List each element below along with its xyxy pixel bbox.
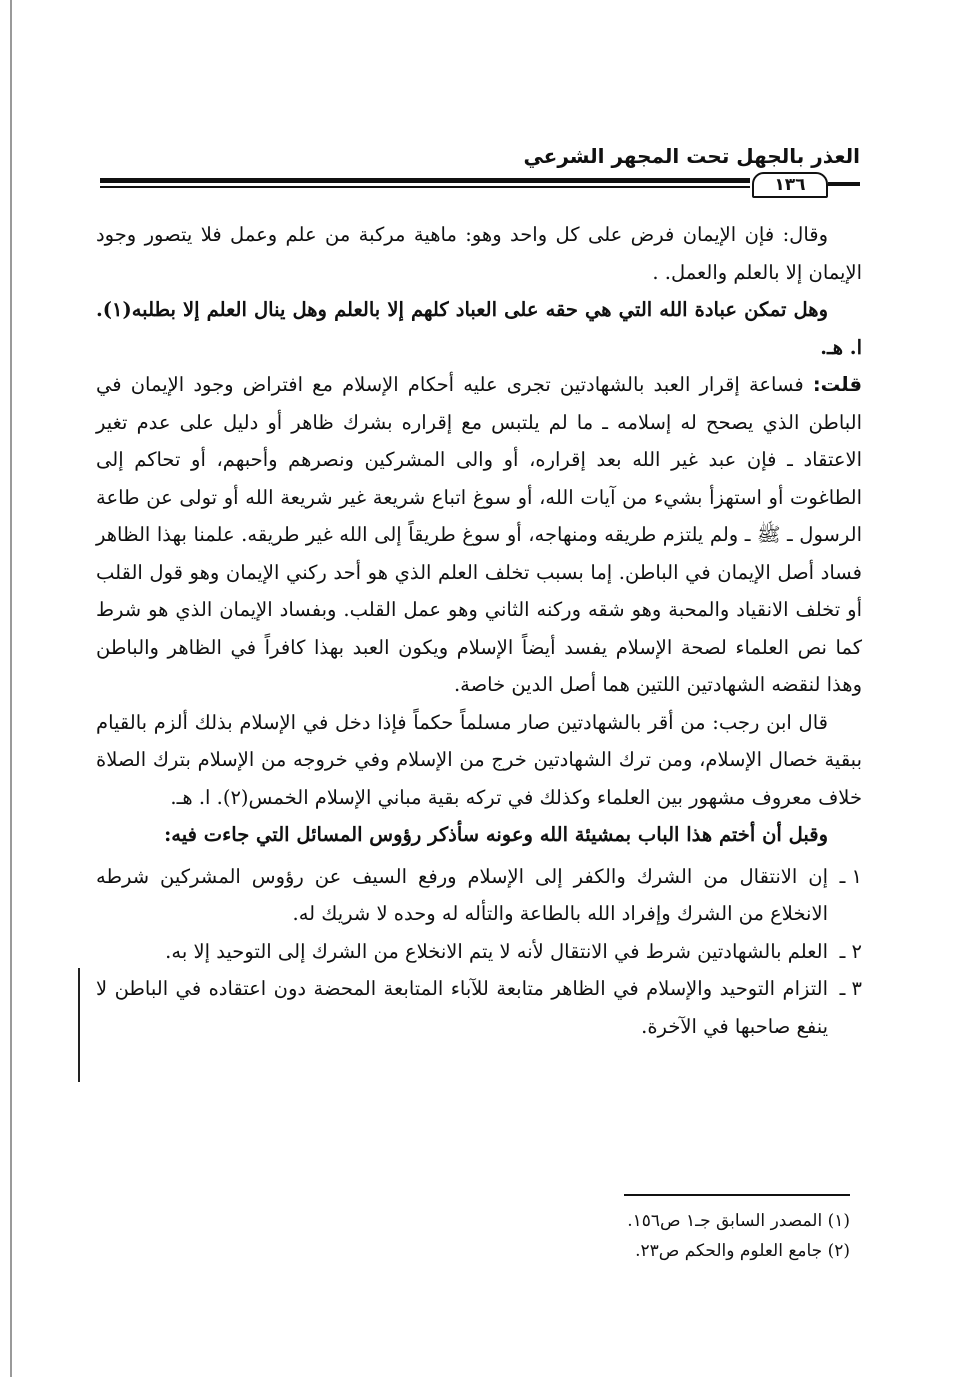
page-edge-line — [10, 0, 12, 1377]
paragraph-3-text: فساعة إقرار العبد بالشهادتين تجرى عليه أحكام الإسلام مع افتراض وجود الإيمان في الباطن الذي يصحح له إسلامه ـ ما لم يلتبس مع إقراره بشرك ظاهر أو دليل على عدم تغير الاعتقاد ـ فإن عبد غير الله بعد إقراره، أو والى المشركين ونصرهم وأحبهم، أو تحاكم إلى الطاغوت أو استهزأ بشيء من آيات الله، أو سوغ اتباع شريعة غير شريعة الله أو تولى عن طاعة الرسول ـ ﷺ ـ ولم يلتزم طريقه ومنهاجه، أو سوغ طريقاً إلى الله غير طريقه. علمنا بهذا الظاهر فساد أصل الإيمان في الباطن. إما بسبب تخلف العلم الذي هو أحد ركني الإيمان وهو قول القلب أو تخلف الانقياد والمحبة وهو شقه وركنه الثاني وهو عمل القلب. وبفساد الإيمان الذي هو شرط كما نص العلماء لصحة الإسلام يفسد أيضاً الإسلام ويكون العبد بهذا كافراً في الظاهر والباطن وهذا لنقضه الشهادتين اللتين هما أصل الدين خاصة. — [96, 373, 862, 696]
header-rule-thick — [100, 178, 750, 183]
list-item-text: العلم بالشهادتين شرط في الانتقال لأنه لا يتم الانخلاع من الشرك إلى التوحيد إلا به. — [165, 939, 828, 963]
footnote-1: (١) المصدر السابق جـ١ ص١٥٦. — [627, 1211, 850, 1231]
paragraph-1: وقال: فإن الإيمان فرض على كل واحد وهو: ماهية مركبة من علم وعمل فلا يتصور وجود الإيمان إلا بالعلم والعمل. . — [96, 223, 862, 284]
footnote-rule — [624, 1194, 850, 1196]
paragraph-3 — [96, 366, 862, 704]
paragraph-5: وقبل أن أختم هذا الباب بمشيئة الله وعونه سأذكر رؤوس المسائل التي جاءت فيه: — [164, 823, 828, 846]
header-rule-thin — [100, 186, 750, 188]
list-item-number: ١ ـ — [839, 864, 862, 888]
paragraph-4: قال ابن رجب: من أقر بالشهادتين صار مسلماً حكماً فإذا دخل في الإسلام بذلك ألزم بالقيام ببقية خصال الإسلام، ومن ترك الشهادتين خرج من الإسلام وفي خروجه من الإسلام بترك الصلاة خلاف معروف مشهور بين العلماء وكذلك في تركه بقية مباني الإسلام الخمس(٢). ا. هـ. — [96, 710, 862, 809]
list-item-number: ٢ ـ — [839, 939, 862, 963]
list-item-text: التزام التوحيد والإسلام في الظاهر متابعة للآباء المتابعة المحضة دون اعتقاده في الباطن لا ينفع صاحبها في الآخرة. — [96, 977, 828, 1038]
list-item — [96, 933, 862, 971]
list-item-number: ٣ ـ — [839, 977, 862, 1000]
qult-label: قلت: — [812, 373, 862, 396]
page-number: ١٣٦ — [752, 172, 828, 198]
page-header — [100, 144, 860, 204]
running-title: العذر بالجهل تحت المجهر الشرعي — [523, 144, 860, 168]
paragraph-2: وهل تمكن عبادة الله التي هي حقه على العباد كلهم إلا بالعلم وهل ينال العلم إلا بطلبه(١). ا. هـ. — [96, 298, 862, 359]
footnotes — [250, 1206, 850, 1266]
summary-list — [96, 858, 862, 1046]
list-item-text: إن الانتقال من الشرك والكفر إلى الإسلام ورفع السيف عن رؤوس المشركين شرطه الانخلاع من الشرك وإفراد الله بالطاعة والتأله له وحده لا شريك له. — [96, 864, 828, 925]
main-text — [96, 216, 862, 1045]
list-item — [96, 858, 862, 933]
list-item — [96, 970, 862, 1045]
header-ornament — [828, 182, 860, 186]
margin-bar — [78, 968, 80, 1082]
footnote-2: (٢) جامع العلوم والحكم ص٢٣. — [635, 1241, 850, 1261]
